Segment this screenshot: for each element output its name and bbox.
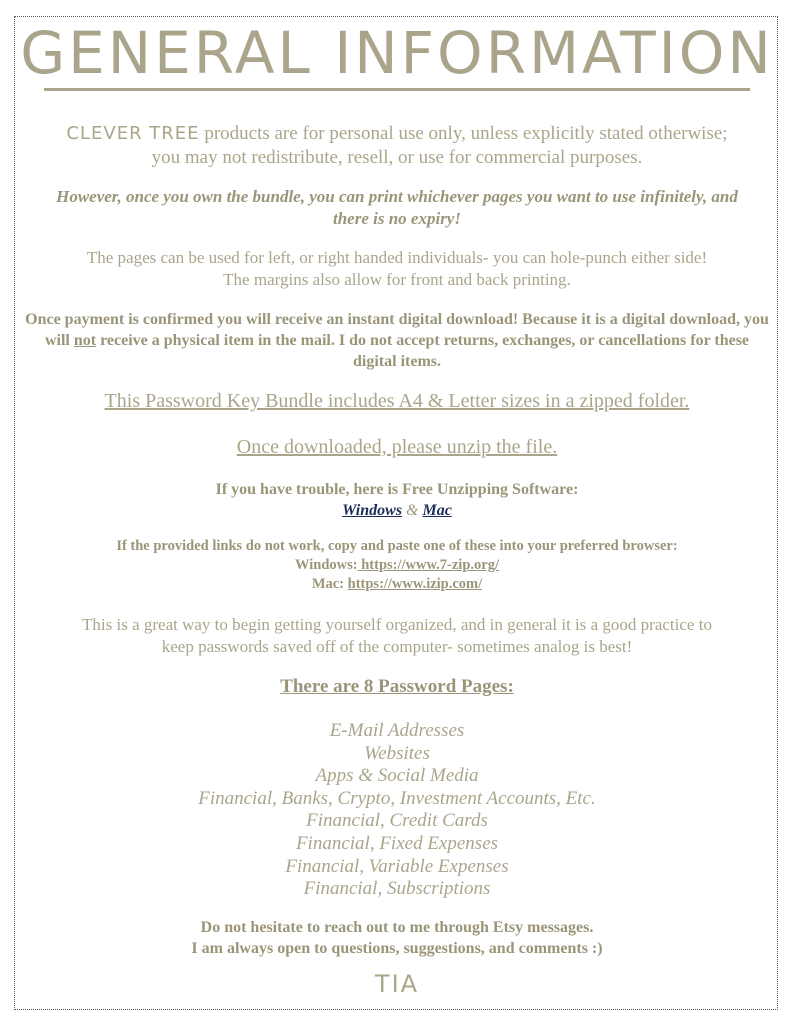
list-item: Financial, Banks, Crypto, Investment Accounts, Etc.	[198, 787, 596, 809]
pages-heading: There are 8 Password Pages:	[280, 676, 514, 697]
payment-not: not	[73, 332, 97, 349]
bundle-note: However, once you own the bundle, you can print whichever pages you want to use infinitely, and there is no expiry!	[56, 187, 738, 228]
list-item: Financial, Variable Expenses	[285, 855, 509, 877]
analog-line-2: keep passwords saved off of the computer- sometimes analog is best!	[161, 637, 633, 656]
page-title: GENERAL INFORMATION	[20, 19, 774, 87]
pages-list	[24, 720, 770, 901]
title-underline	[44, 88, 750, 91]
list-item: Websites	[364, 742, 430, 764]
payment-part-1: Once payment is confirmed you will receive an instant digital download! Because it is a digital download, you will	[25, 311, 769, 349]
pages-usage-line-1: The pages can be used for left, or right handed individuals- you can hole-punch either side!	[86, 248, 708, 267]
brand-name: CLEVER TREE	[66, 123, 200, 144]
mac-url[interactable]: https://www.izip.com/	[347, 576, 483, 592]
analog-line-1: This is a great way to begin getting yourself organized, and in general it is a good practice to	[82, 615, 712, 634]
windows-link[interactable]: Windows	[342, 502, 403, 519]
list-item: Apps & Social Media	[315, 765, 479, 787]
sizes-note: This Password Key Bundle includes A4 & Letter sizes in a zipped folder.	[104, 390, 690, 412]
list-item: E-Mail Addresses	[329, 720, 465, 741]
trouble-text: If you have trouble, here is Free Unzipping Software:	[215, 481, 579, 498]
list-item: Financial, Credit Cards	[306, 810, 488, 832]
intro-paragraph	[24, 122, 770, 170]
windows-url[interactable]: https://www.7-zip.org/	[357, 557, 499, 573]
mac-link[interactable]: Mac	[422, 502, 452, 519]
unzip-note: Once downloaded, please unzip the file.	[236, 436, 558, 458]
contact-line-2: I am always open to questions, suggestions, and comments :)	[191, 940, 603, 957]
intro-line-2: you may not redistribute, resell, or use for commercial purposes.	[151, 147, 643, 168]
windows-label: Windows:	[295, 557, 358, 573]
trouble-note	[24, 479, 770, 521]
intro-line-1: products are for personal use only, unless explicitly stated otherwise;	[199, 123, 728, 144]
pages-usage-line-2: The margins also allow for front and back printing.	[223, 270, 571, 289]
fallback-note	[24, 537, 770, 594]
contact-line-1: Do not hesitate to reach out to me through Etsy messages.	[200, 919, 594, 936]
signature: TIA	[374, 970, 420, 998]
mac-label: Mac:	[311, 576, 345, 592]
payment-note	[22, 309, 772, 372]
list-item: Financial, Fixed Expenses	[295, 832, 499, 854]
fallback-text: If the provided links do not work, copy and paste one of these into your preferred browser:	[116, 538, 678, 554]
pages-usage-note	[24, 247, 770, 291]
payment-part-2: receive a physical item in the mail. I do not accept returns, exchanges, or cancellations for these digital items.	[96, 332, 750, 370]
ampersand: &	[406, 502, 419, 519]
contact-note	[24, 917, 770, 959]
analog-note	[24, 614, 770, 658]
list-item: Financial, Subscriptions	[303, 878, 491, 900]
